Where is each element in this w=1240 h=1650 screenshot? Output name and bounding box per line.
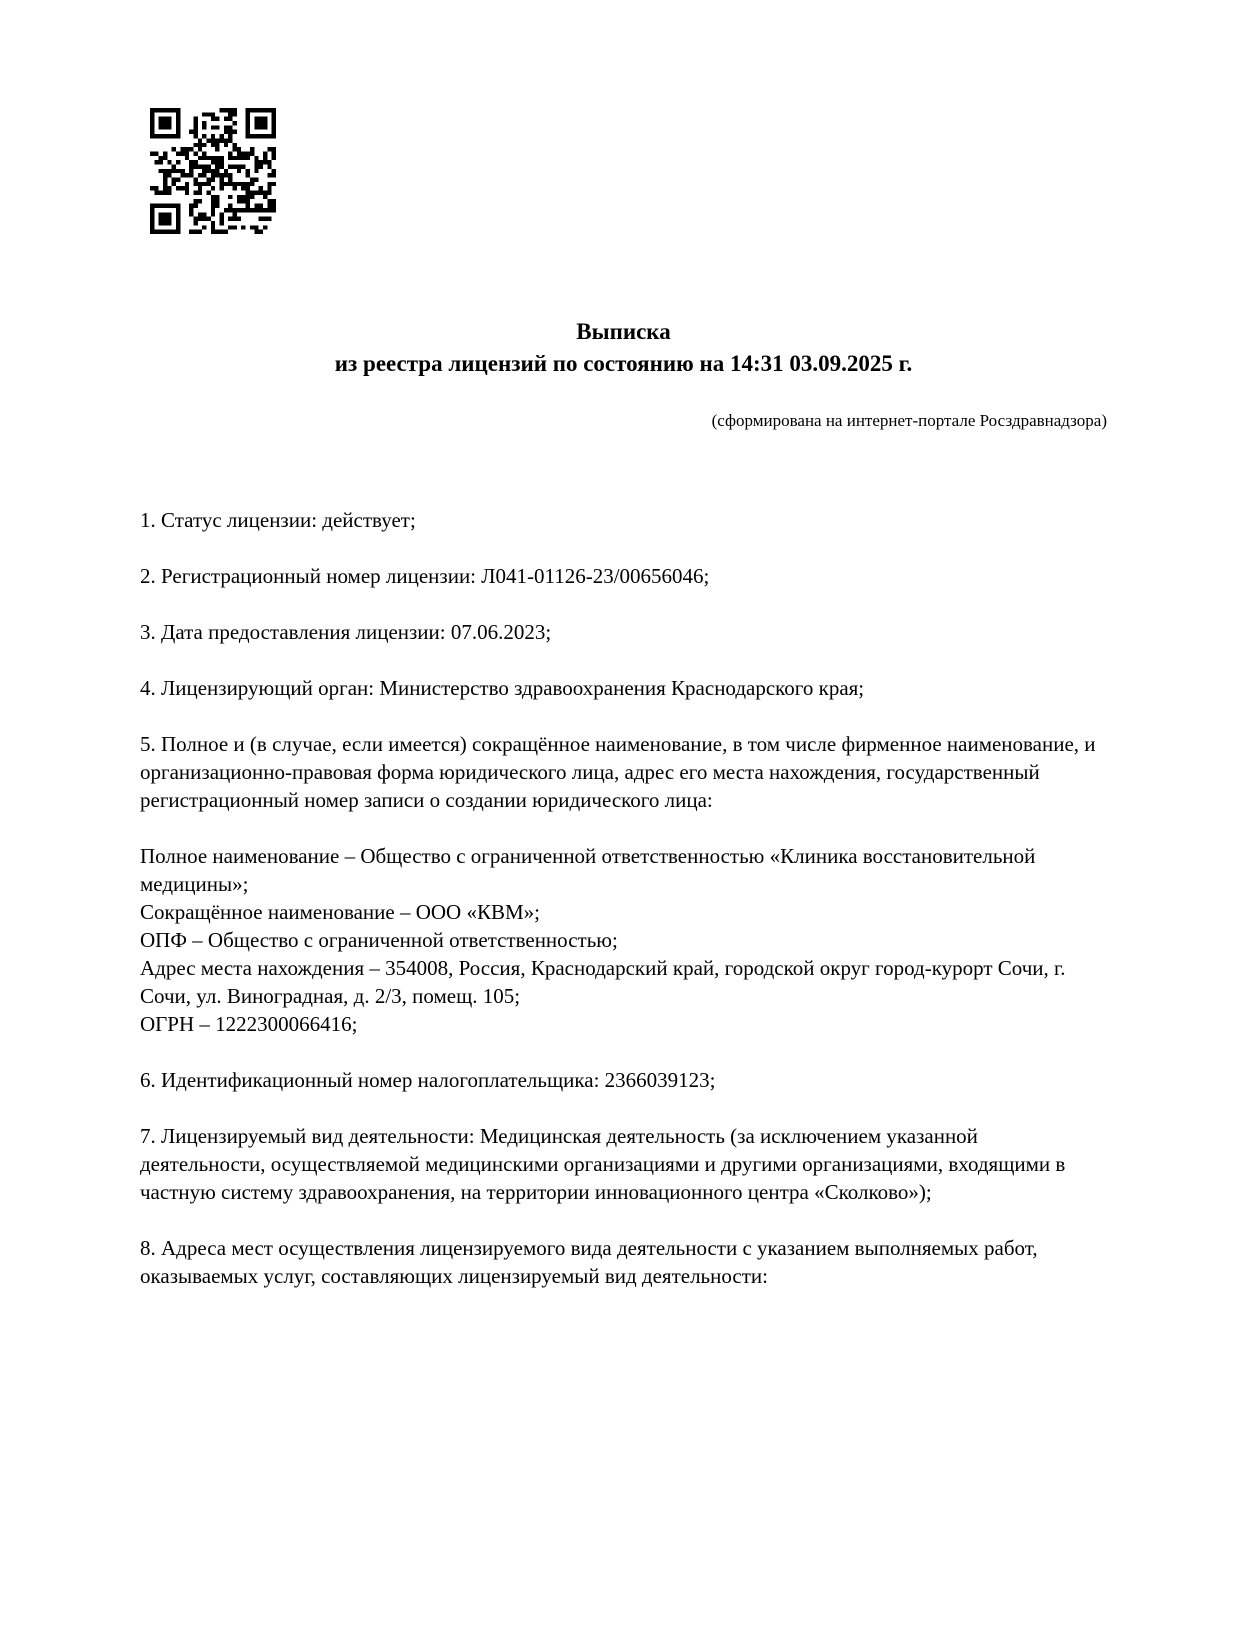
licensed-activity: 7. Лицензируемый вид деятельности: Медицинская деятельность (за исключением указанной деятельности, осуществляемой медицинскими организациями и другими организациями, входящими в частную систему здравоохранения, на территории инновационного центра «Сколково»); xyxy=(140,1124,1066,1204)
document-title-line2: из реестра лицензий по состоянию на 14:31 03.09.2025 г. xyxy=(334,351,913,376)
taxpayer-inn: 6. Идентификационный номер налогоплательщика: 2366039123; xyxy=(140,1068,716,1092)
license-grant-date: 3. Дата предоставления лицензии: 07.06.2023; xyxy=(140,620,552,644)
organization-details xyxy=(140,842,1107,1038)
org-ogrn: ОГРН – 1222300066416; xyxy=(140,1012,358,1036)
license-status: 1. Статус лицензии: действует; xyxy=(140,508,416,532)
org-address: Адрес места нахождения – 354008, Россия, Краснодарский край, городской округ город-курорт Сочи, г. Сочи, ул. Виноградная, д. 2/3, помещ. 105; xyxy=(140,956,1066,1008)
org-full-name: Полное наименование – Общество с ограниченной ответственностью «Клиника восстановительной медицины»; xyxy=(140,844,1036,896)
qr-code-image xyxy=(150,108,276,234)
licensing-authority: 4. Лицензирующий орган: Министерство здравоохранения Краснодарского края; xyxy=(140,676,865,700)
document-title xyxy=(140,0,1107,380)
qr-code xyxy=(150,108,276,234)
license-reg-number: 2. Регистрационный номер лицензии: Л041-01126-23/00656046; xyxy=(140,564,710,588)
activity-addresses-intro: 8. Адреса мест осуществления лицензируемого вида деятельности с указанием выполняемых работ, оказываемых услуг, составляющих лицензируемый вид деятельности: xyxy=(140,1236,1038,1288)
document-body xyxy=(140,506,1107,1290)
document-generation-note: (сформирована на интернет-портале Росздравнадзора) xyxy=(711,411,1107,430)
organization-intro: 5. Полное и (в случае, если имеется) сокращённое наименование, в том числе фирменное наименование, и организационно-правовая форма юридического лица, адрес его места нахождения, государственный регистрационный номер записи о создании юридического лица: xyxy=(140,732,1096,812)
org-short-name: Сокращённое наименование – ООО «КВМ»; xyxy=(140,900,540,924)
document-title-line1: Выписка xyxy=(576,319,671,344)
org-legal-form: ОПФ – Общество с ограниченной ответственностью; xyxy=(140,928,618,952)
